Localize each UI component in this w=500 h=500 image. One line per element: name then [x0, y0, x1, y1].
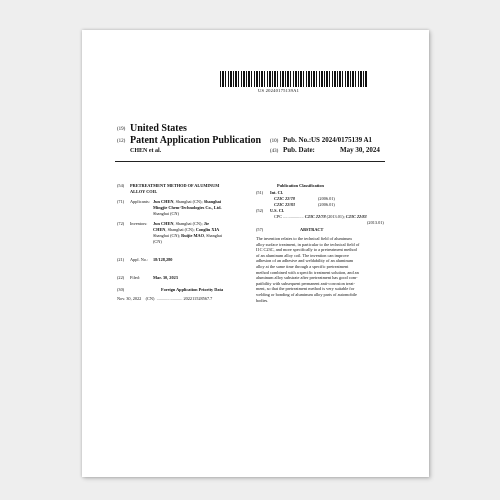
inventors-label: Inventors: [130, 221, 148, 226]
intcl-label: Int. Cl. [270, 190, 284, 195]
applicant-name-1: Jun CHEN [153, 199, 174, 204]
header-rule [115, 161, 385, 162]
country-heading: United States [130, 123, 187, 134]
inid-52: (52) [256, 208, 264, 213]
intcl-code-2: C23C 22/83 [274, 202, 295, 207]
abstract-text [256, 236, 388, 303]
barcode-text: US 20240175139A1 [258, 88, 300, 93]
foreign-priority-title: Foreign Application Priority Data [161, 287, 224, 292]
abstract-line: The invention relates to the technical field of aluminum [256, 236, 352, 241]
inventors-line-4: (CN) [153, 239, 162, 244]
applicant-short: CHEN et al. [130, 148, 162, 154]
inid-43: (43) [270, 149, 279, 154]
barcode [220, 71, 367, 87]
pub-date-label: Pub. Date: [283, 146, 315, 154]
inid-71: (71) [117, 199, 125, 204]
intcl-code-1: C23C 22/78 [274, 196, 295, 201]
inventors-line-3: Shanghai (CN); Ruijie MAO, Shanghai [153, 233, 223, 238]
inid-54: (54) [117, 183, 125, 188]
inid-21: (21) [117, 257, 125, 262]
uscl-label: U.S. Cl. [270, 208, 285, 213]
filed-label: Filed: [130, 275, 141, 280]
intcl-date-2: (2006.01) [318, 202, 335, 207]
classification-title: Publication Classification [277, 183, 324, 188]
inid-72: (72) [117, 221, 125, 226]
inventors-line-2: CHEN, Shanghai (CN); Congliu XIA [153, 227, 220, 232]
cpc-row: CPC ................... C23C 22/78 (2013.01); C23C 22/83 [274, 214, 367, 219]
cpc-date-2: (2013.01) [367, 220, 384, 225]
abstract-line: of an aluminum alloy coil. The invention can improve [256, 252, 349, 258]
inid-57: (57) [256, 227, 264, 232]
applicants-line-2: Mingjie Chem-Technologies Co., Ltd. [153, 205, 222, 210]
pub-no-label: Pub. No.: [283, 136, 312, 144]
appl-no-label: Appl. No.: [130, 257, 149, 262]
appl-no-value: 18/128,280 [153, 257, 173, 262]
title-line-1: PRETREATMENT METHOD OF ALUMINUM [130, 183, 220, 188]
pub-date: May 30, 2024 [340, 146, 380, 154]
inid-51: (51) [256, 190, 264, 195]
inid-12: (12) [117, 139, 126, 144]
abstract-line: alloy at the same time through a specific pretreatment [256, 263, 349, 269]
abstract-line: bodies. [256, 297, 269, 303]
applicants-line-3: Shanghai (CN) [153, 211, 179, 216]
pub-no: US 2024/0175139 A1 [311, 136, 373, 144]
title-line-2: ALLOY COIL [130, 189, 158, 194]
abstract-title: ABSTRACT [300, 227, 324, 232]
foreign-priority-row: Nov. 30, 2022 (CN) ........................ 202211528567.7 [117, 296, 213, 301]
abstract-line: welding or bonding of aluminum alloy parts of automobile [256, 291, 357, 297]
inventors-line-1: Jun CHEN, Shanghai (CN); Jie [153, 221, 209, 226]
abstract-line: I1C C23C, and more specifically to a pretreatment method [256, 247, 357, 253]
inid-10: (10) [270, 139, 279, 144]
abstract-line: ment, so that the pretreatment method is very suitable for [256, 286, 355, 292]
applicants-line-1: Jun CHEN, Shanghai (CN); Shanghai [153, 199, 221, 204]
inid-22: (22) [117, 275, 125, 280]
abstract-line: adhesion of an adhesive and weldability of an aluminum [256, 258, 354, 264]
abstract-line: alloy surface treatment, in particular to the technical field of [256, 241, 360, 247]
applicants-label: Applicants: [130, 199, 150, 204]
inid-19: (19) [117, 127, 126, 132]
publication-type: Patent Application Publication [130, 135, 262, 146]
abstract-line: patibility with subsequent permanent anti-corrosion treat- [256, 280, 355, 286]
abstract-line: aluminum alloy substrate after pretreatment has good com- [256, 275, 358, 281]
intcl-date-1: (2006.01) [318, 196, 335, 201]
inid-30: (30) [117, 287, 125, 292]
filed-value: Mar. 30, 2023 [153, 275, 178, 280]
abstract-line: method combined with a specific treatment solution, and an [256, 269, 359, 275]
